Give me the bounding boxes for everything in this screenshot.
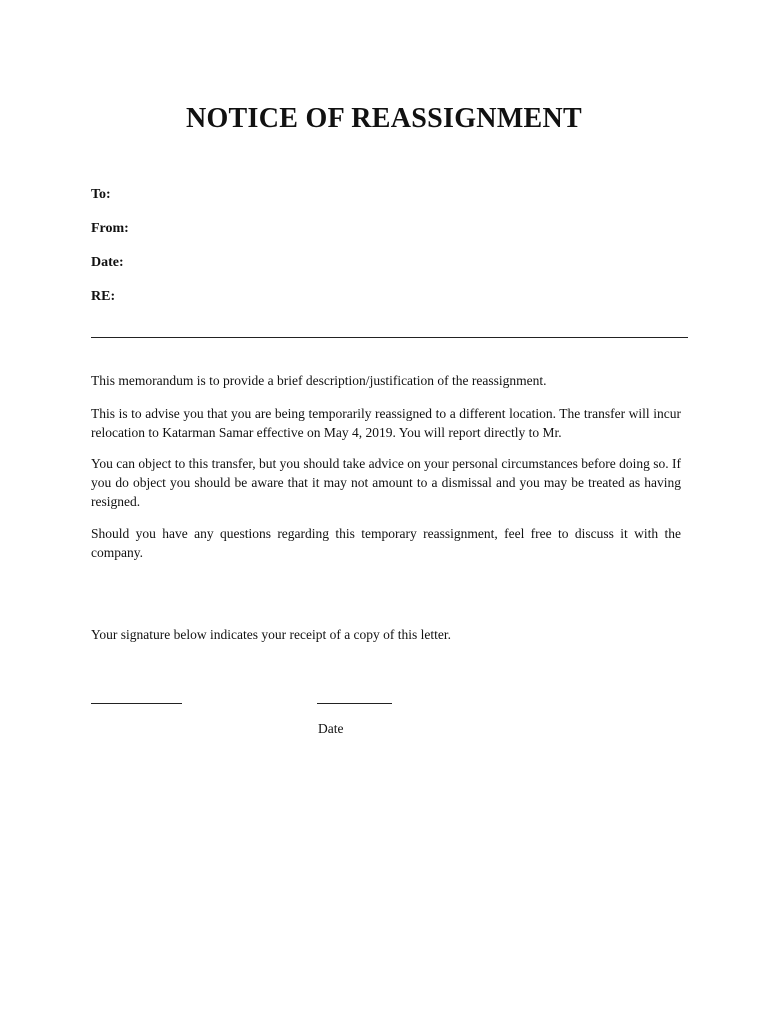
signature-date-label: Date [318, 721, 344, 736]
date-signature-line [317, 703, 392, 704]
paragraph-objection: You can object to this transfer, but you should take advice on your personal circumstances before doing so. If you do object you should be aware that it may not amount to a dismissal and you may be treated as having resigned. [91, 456, 681, 509]
re-field-label: RE: [91, 289, 116, 304]
paragraph-transfer-details: This is to advise you that you are being temporarily reassigned to a different location. The transfer will incur relocation to Katarman Samar effective on May 4, 2019. You will report directly to Mr. [91, 406, 681, 440]
date-field-label: Date: [91, 255, 124, 270]
from-field-label: From: [91, 221, 129, 236]
paragraph-questions: Should you have any questions regarding this temporary reassignment, feel free to discuss it with the company. [91, 526, 681, 560]
document-title: NOTICE OF REASSIGNMENT [185, 103, 583, 134]
paragraph-purpose: This memorandum is to provide a brief description/justification of the reassignment. [91, 373, 547, 388]
header-divider [91, 337, 688, 338]
to-field-label: To: [91, 187, 111, 202]
paragraph-signature-receipt: Your signature below indicates your receipt of a copy of this letter. [91, 627, 452, 642]
signature-line [91, 703, 182, 704]
